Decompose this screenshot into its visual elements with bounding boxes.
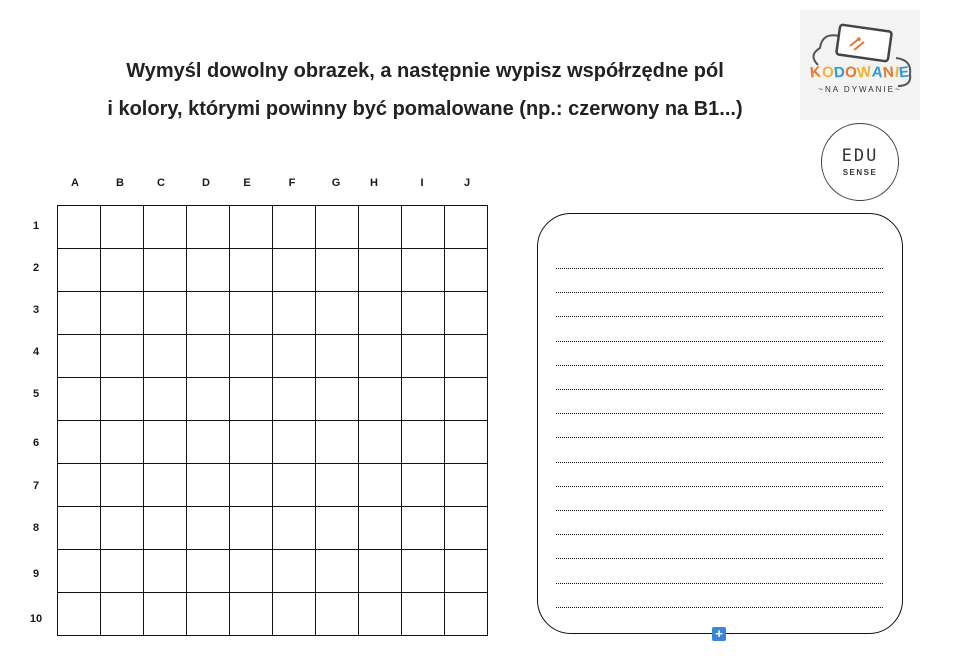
grid-cell[interactable] [229, 248, 273, 292]
answer-line[interactable] [556, 486, 883, 487]
row-label: 4 [32, 346, 40, 358]
grid-cell[interactable] [315, 506, 359, 550]
grid-cell[interactable] [444, 463, 488, 507]
row-label: 1 [32, 220, 40, 232]
answer-line[interactable] [556, 534, 883, 535]
grid-cell[interactable] [358, 549, 402, 593]
grid-cell[interactable] [143, 334, 187, 378]
grid-cell[interactable] [401, 291, 445, 335]
instruction-line-2: i kolory, którymi powinny być pomalowane (np.: czerwony na B1...) [107, 98, 743, 120]
answer-line[interactable] [556, 365, 883, 366]
grid-cell[interactable] [444, 377, 488, 421]
grid-cell[interactable] [444, 205, 488, 249]
row-label: 10 [29, 613, 43, 625]
grid-cell[interactable] [401, 506, 445, 550]
grid-cell[interactable] [401, 592, 445, 636]
grid-cell[interactable] [57, 291, 101, 335]
grid-cell[interactable] [315, 334, 359, 378]
kodowanie-letter: K [809, 63, 823, 82]
grid-cell[interactable] [315, 420, 359, 464]
column-label: D [202, 177, 210, 189]
grid-cell[interactable] [186, 205, 230, 249]
grid-cell[interactable] [186, 592, 230, 636]
grid-cell[interactable] [143, 291, 187, 335]
grid-cell[interactable] [358, 248, 402, 292]
grid-cell[interactable] [272, 420, 316, 464]
kodowanie-letter: A [871, 63, 885, 82]
grid-cell[interactable] [186, 248, 230, 292]
column-label: G [331, 177, 341, 189]
grid-cell[interactable] [100, 205, 144, 249]
answer-line[interactable] [556, 462, 883, 463]
column-label: B [116, 177, 124, 189]
instruction-line-1: Wymyśl dowolny obrazek, a następnie wypisz współrzędne pól [126, 60, 724, 82]
add-icon[interactable]: + [712, 627, 726, 641]
grid-cell[interactable] [272, 506, 316, 550]
grid-cell[interactable] [143, 377, 187, 421]
grid-cell[interactable] [57, 248, 101, 292]
grid-cell[interactable] [272, 205, 316, 249]
grid-cell[interactable] [100, 377, 144, 421]
grid-cell[interactable] [444, 334, 488, 378]
answer-line[interactable] [556, 413, 883, 414]
column-label: J [463, 177, 471, 189]
grid-cell[interactable] [272, 291, 316, 335]
kodowanie-subtitle: ~NA DYWANIE~ [818, 85, 902, 94]
row-label: 3 [32, 304, 40, 316]
answer-line[interactable] [556, 583, 883, 584]
answer-line[interactable] [556, 558, 883, 559]
grid-cell[interactable] [444, 549, 488, 593]
grid-cell[interactable] [401, 377, 445, 421]
row-label: 8 [32, 522, 40, 534]
grid-cell[interactable] [444, 506, 488, 550]
grid-cell[interactable] [229, 377, 273, 421]
grid-cell[interactable] [272, 592, 316, 636]
grid-cell[interactable] [57, 592, 101, 636]
grid-cell[interactable] [229, 420, 273, 464]
grid-cell[interactable] [444, 248, 488, 292]
column-label: F [288, 177, 296, 189]
grid-cell[interactable] [100, 463, 144, 507]
kodowanie-wordmark [804, 64, 916, 81]
kodowanie-letter: O [820, 63, 835, 82]
grid-cell[interactable] [229, 549, 273, 593]
answer-line[interactable] [556, 389, 883, 390]
grid-cell[interactable] [100, 248, 144, 292]
grid-cell[interactable] [444, 291, 488, 335]
kodowanie-logo [800, 10, 920, 120]
kodowanie-letter: I [893, 63, 901, 82]
grid-cell[interactable] [401, 549, 445, 593]
kodowanie-letter: N [882, 63, 896, 82]
grid-cell[interactable] [143, 506, 187, 550]
answer-line[interactable] [556, 437, 883, 438]
grid-cell[interactable] [358, 592, 402, 636]
grid-cell[interactable] [401, 463, 445, 507]
grid-cell[interactable] [315, 592, 359, 636]
answer-line[interactable] [556, 510, 883, 511]
grid-cell[interactable] [229, 334, 273, 378]
grid-cell[interactable] [315, 549, 359, 593]
grid-cell[interactable] [358, 506, 402, 550]
grid-cell[interactable] [143, 463, 187, 507]
grid-cell[interactable] [315, 248, 359, 292]
grid-cell[interactable] [315, 463, 359, 507]
grid-cell[interactable] [272, 377, 316, 421]
sense-word: SENSE [842, 168, 878, 177]
grid-cell[interactable] [143, 248, 187, 292]
grid-cell[interactable] [272, 549, 316, 593]
answer-panel [537, 213, 903, 634]
grid-cell[interactable] [401, 420, 445, 464]
row-label: 7 [32, 480, 40, 492]
grid-cell[interactable] [444, 420, 488, 464]
grid-cell[interactable] [186, 420, 230, 464]
grid-cell[interactable] [100, 549, 144, 593]
kodowanie-letter: E [898, 63, 911, 82]
grid-cell[interactable] [358, 463, 402, 507]
grid-cell[interactable] [100, 291, 144, 335]
grid-cell[interactable] [358, 377, 402, 421]
grid-cell[interactable] [143, 592, 187, 636]
grid-cell[interactable] [186, 463, 230, 507]
answer-line[interactable] [556, 607, 883, 608]
grid-cell[interactable] [143, 205, 187, 249]
row-label: 9 [32, 568, 40, 580]
grid-cell[interactable] [401, 334, 445, 378]
kodowanie-letter: O [844, 63, 859, 82]
answer-line[interactable] [556, 292, 883, 293]
grid-cell[interactable] [358, 205, 402, 249]
grid-cell[interactable] [100, 334, 144, 378]
column-label: H [370, 177, 378, 189]
grid-cell[interactable] [57, 334, 101, 378]
grid-cell[interactable] [57, 549, 101, 593]
grid-cell[interactable] [57, 420, 101, 464]
grid-cell[interactable] [229, 506, 273, 550]
kodowanie-letter: W [856, 63, 873, 82]
row-label: 6 [32, 437, 40, 449]
answer-line[interactable] [556, 268, 883, 269]
grid-cell[interactable] [272, 334, 316, 378]
grid-cell[interactable] [229, 463, 273, 507]
coordinate-grid [57, 205, 487, 635]
grid-cell[interactable] [186, 506, 230, 550]
grid-cell[interactable] [272, 248, 316, 292]
edu-sense-logo [821, 123, 899, 201]
grid-cell[interactable] [401, 248, 445, 292]
grid-cell[interactable] [57, 377, 101, 421]
column-label: E [243, 177, 251, 189]
grid-cell[interactable] [57, 463, 101, 507]
grid-cell[interactable] [186, 549, 230, 593]
grid-cell[interactable] [186, 334, 230, 378]
grid-cell[interactable] [401, 205, 445, 249]
grid-cell[interactable] [100, 592, 144, 636]
kodowanie-letter: D [832, 63, 846, 82]
grid-cell[interactable] [186, 291, 230, 335]
column-label: I [420, 177, 424, 189]
grid-cell[interactable] [100, 420, 144, 464]
answer-line[interactable] [556, 341, 883, 342]
grid-cell[interactable] [315, 377, 359, 421]
column-label: C [157, 177, 165, 189]
grid-cell[interactable] [186, 377, 230, 421]
grid-cell[interactable] [100, 506, 144, 550]
grid-cell[interactable] [143, 420, 187, 464]
grid-cell[interactable] [272, 463, 316, 507]
grid-cell[interactable] [229, 205, 273, 249]
edu-mark: EDU [841, 146, 879, 166]
grid-cell[interactable] [315, 291, 359, 335]
grid-cell[interactable] [57, 205, 101, 249]
grid-cell[interactable] [444, 592, 488, 636]
row-label: 2 [32, 262, 40, 274]
grid-cell[interactable] [358, 291, 402, 335]
answer-line[interactable] [556, 316, 883, 317]
grid-cell[interactable] [229, 592, 273, 636]
grid-cell[interactable] [315, 205, 359, 249]
grid-cell[interactable] [57, 506, 101, 550]
grid-cell[interactable] [358, 420, 402, 464]
row-label: 5 [32, 388, 40, 400]
grid-cell[interactable] [143, 549, 187, 593]
grid-cell[interactable] [358, 334, 402, 378]
grid-cell[interactable] [229, 291, 273, 335]
column-label: A [71, 177, 79, 189]
